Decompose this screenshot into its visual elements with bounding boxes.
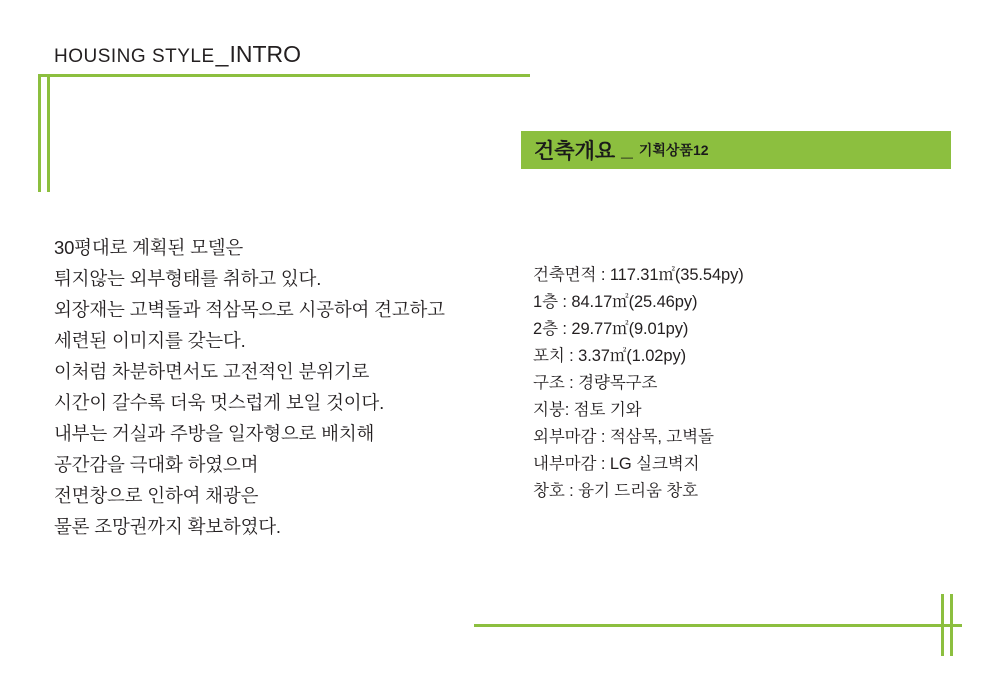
spec-label: 2층 bbox=[533, 320, 558, 338]
spec-row bbox=[533, 370, 744, 397]
spec-separator: : bbox=[596, 266, 610, 284]
spec-row bbox=[533, 478, 744, 505]
intro-line: 내부는 거실과 주방을 일자형으로 배치해 bbox=[54, 423, 375, 444]
section-title-sub: 기획상품12 bbox=[638, 142, 709, 158]
right-accent-bar-outer bbox=[941, 594, 944, 656]
spec-value: 융기 드리움 창호 bbox=[578, 482, 698, 500]
spec-paren: (25.46py) bbox=[628, 293, 698, 311]
right-accent-bar-inner bbox=[950, 594, 953, 656]
spec-label: 1층 bbox=[533, 293, 558, 311]
intro-line: 외장재는 고벽돌과 적삼목으로 시공하여 견고하고 bbox=[54, 299, 445, 320]
spec-row bbox=[533, 316, 744, 343]
spec-separator: : bbox=[564, 347, 579, 365]
page-title-separator: _ bbox=[215, 41, 229, 67]
spec-value: 3.37 bbox=[578, 347, 610, 365]
intro-paragraph bbox=[54, 232, 524, 542]
left-accent-bar-inner bbox=[47, 74, 50, 192]
spec-row bbox=[533, 262, 744, 289]
spec-label: 창호 bbox=[533, 482, 565, 500]
spec-value: 점토 기와 bbox=[573, 401, 642, 419]
spec-separator: : bbox=[564, 482, 579, 500]
spec-paren: (9.01py) bbox=[628, 320, 689, 338]
intro-line: 30평대로 계획된 모델은 bbox=[54, 237, 244, 258]
spec-separator: : bbox=[564, 401, 574, 419]
spec-unit: ㎡ bbox=[609, 347, 627, 365]
spec-paren: (35.54py) bbox=[674, 266, 744, 284]
page-title-sub: INTRO bbox=[229, 41, 302, 67]
spec-value: 경량목구조 bbox=[578, 374, 658, 392]
intro-line: 전면창으로 인하여 채광은 bbox=[54, 485, 259, 506]
spec-paren: (1.02py) bbox=[626, 347, 686, 365]
spec-label: 내부마감 bbox=[533, 455, 597, 473]
header-divider bbox=[38, 74, 530, 77]
spec-unit: ㎡ bbox=[658, 266, 675, 284]
spec-value: 117.31 bbox=[609, 266, 659, 284]
intro-line: 세련된 이미지를 갖는다. bbox=[54, 330, 246, 351]
intro-line: 물론 조망권까지 확보하였다. bbox=[54, 516, 281, 537]
spec-value: 84.17 bbox=[571, 293, 613, 311]
spec-label: 포치 bbox=[533, 347, 565, 365]
section-title-separator: _ bbox=[621, 138, 633, 161]
spec-unit: ㎡ bbox=[612, 320, 629, 338]
spec-separator: : bbox=[557, 320, 572, 338]
intro-line: 튀지않는 외부형태를 취하고 있다. bbox=[54, 268, 322, 289]
spec-separator: : bbox=[596, 455, 610, 473]
spec-value: 29.77 bbox=[571, 320, 613, 338]
spec-unit: ㎡ bbox=[612, 293, 629, 311]
spec-row bbox=[533, 424, 744, 451]
spec-value: 적삼목, 고벽돌 bbox=[609, 428, 714, 446]
section-header-title bbox=[534, 131, 709, 169]
spec-label: 지붕 bbox=[533, 401, 565, 419]
spec-label: 외부마감 bbox=[533, 428, 597, 446]
spec-row bbox=[533, 451, 744, 478]
spec-row bbox=[533, 397, 744, 424]
spec-row bbox=[533, 289, 744, 316]
spec-label: 구조 bbox=[533, 374, 565, 392]
intro-line: 시간이 갈수록 더욱 멋스럽게 보일 것이다. bbox=[54, 392, 385, 413]
footer-divider bbox=[474, 624, 962, 627]
spec-separator: : bbox=[596, 428, 610, 446]
spec-row bbox=[533, 343, 744, 370]
building-spec-list bbox=[533, 262, 744, 505]
spec-value: LG 실크벽지 bbox=[609, 455, 700, 473]
spec-separator: : bbox=[564, 374, 579, 392]
intro-line: 이처럼 차분하면서도 고전적인 분위기로 bbox=[54, 361, 370, 382]
spec-separator: : bbox=[557, 293, 572, 311]
intro-line: 공간감을 극대화 하였으며 bbox=[54, 454, 259, 475]
section-title-main: 건축개요 bbox=[534, 140, 616, 163]
page-title-main: HOUSING STYLE bbox=[54, 46, 215, 67]
left-accent-bar-outer bbox=[38, 74, 41, 192]
page-title bbox=[54, 41, 301, 68]
spec-label: 건축면적 bbox=[533, 266, 597, 284]
